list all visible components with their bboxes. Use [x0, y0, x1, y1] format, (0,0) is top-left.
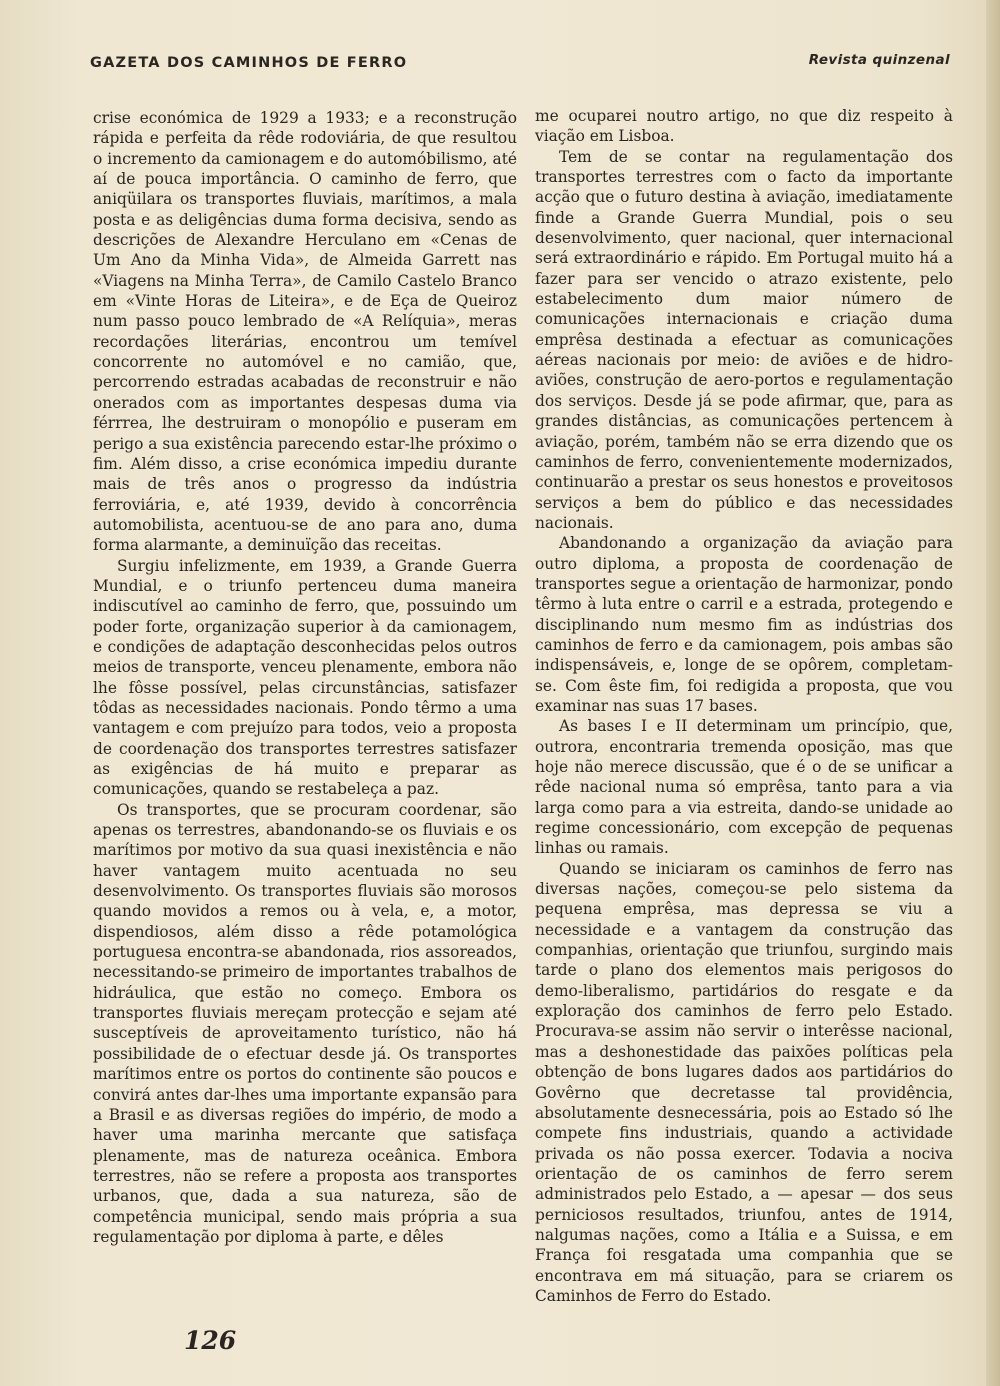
journal-subtitle: Revista quinzenal [808, 52, 950, 68]
page-number: 126 [184, 1326, 237, 1355]
paragraph: Quando se iniciaram os caminhos de ferro nas diversas nações, começou-se pelo sistema da pequena emprêsa, mas depressa se viu a necessidade e a vantagem da construção das companhias, orientação que triunfou, surgindo mais tarde o plano dos elementos mais perigosos do demo-liberalismo, partidários do resgate e da exploração dos caminhos de ferro pelo Estado. Procurava-se assim não servir o interêsse nacional, mas a deshonestidade das paixões políticas pela obtenção de bons lugares dados aos partidários do Govêrno que decretasse tal providência, absolutamente desnecessária, pois ao Estado só lhe compete fins industriais, quando a actividade privada os não possa exercer. Todavia a nociva orientação de os caminhos de ferro serem administrados pelo Estado, a — apesar — dos seus perniciosos resultados, triunfou, antes de 1914, nalgumas nações, como a Itália e a Suissa, e em França foi resgatada uma companhia que se encontrava em má situação, para se criarem os Caminhos de Ferro do Estado. [535, 859, 953, 1305]
journal-title: GAZETA DOS CAMINHOS DE FERRO [90, 55, 408, 71]
paragraph: me ocuparei noutro artigo, no que diz respeito à viação em Lisboa. [535, 107, 953, 146]
page-edge [986, 0, 1000, 1386]
paragraph: crise económica de 1929 a 1933; e a reconstrução rápida e perfeita da rêde rodoviária, de que resultou o incremento da camionagem e do automóbilismo, até aí de pouca importância. O caminho de ferro, que aniqüilara os transportes fluviais, marítimos, a mala posta e as deligências duma forma decisiva, sendo as descrições de Alexandre Herculano em «Cenas de Um Ano da Minha Vida», de Almeida Garrett nas «Viagens na Minha Terra», de Camilo Castelo Branco em «Vinte Horas de Liteira», e de Eça de Queiroz num passo pouco lembrado de «A Relíquia», meras recordações literárias, encontrou um temível concorrente no automóvel e no camião, que, percorrendo estradas acabadas de reconstruir e não onerados com as importantes despesas duma via férrrea, lhe destruiram o monopólio e puseram em perigo a sua existência parecendo estar-lhe próximo o fim. Além disso, a crise económica impediu durante mais de três anos o progresso da indústria ferroviária, e, até 1939, devido à concorrência automobilista, acentuou-se de ano para ano, duma forma alarmante, a deminuïção das receitas. [93, 109, 517, 555]
paragraph: Os transportes, que se procuram coordenar, são apenas os terrestres, abandonando-se os fluviais e os marítimos por motivo da sua quasi inexistência e não haver vantagem muito acentuada no seu desenvolvimento. Os transportes fluviais são morosos quando movidos a remos ou à vela, e, a motor, dispendiosos, além disso a rêde potamológica portuguesa encontra-se abandonada, rios assoreados, necessitando-se primeiro de importantes trabalhos de hidráulica, que estão no começo. Embora os transportes fluviais mereçam protecção e sejam até susceptíveis de aproveitamento turístico, não há possibilidade de o efectuar desde já. Os transportes marítimos entre os portos do continente são poucos e convirá antes dar-lhes uma importante expansão para a Brasil e as diversas regiões do império, de modo a haver uma marinha mercante que satisfaça plenamente, mas de natureza oceânica. Embora terrestres, não se refere a proposta aos transportes urbanos, que, dada a sua natureza, são de competência municipal, sendo mais própria a sua regulamentação por diploma à parte, e dêles [93, 800, 517, 1246]
paragraph: Surgiu infelizmente, em 1939, a Grande Guerra Mundial, e o triunfo pertenceu duma maneira indiscutível ao caminho de ferro, que, possuindo um poder forte, organização superior à da camionagem, e condições de adaptação desconhecidas pelos outros meios de transporte, venceu plenamente, embora não lhe fôsse possível, pelas circunstâncias, satisfazer tôdas as necessidades nacionais. Pondo têrmo a uma vantagem e com prejuízo para todos, veio a proposta de coordenação dos transportes terrestres satisfazer as exigências de há muito e preparar as comunicações, quando se restabeleça a paz. [93, 556, 517, 799]
left-column [93, 108, 517, 1247]
paragraph: As bases I e II determinam um princípio, que, outrora, encontraria tremenda oposição, mas que hoje não merece discussão, que é o de se unificar a rêde nacional numa só emprêsa, tanto para a via larga como para a via estreita, dando-se unidade ao regime concessionário, com excepção de pequenas linhas ou ramais. [535, 717, 953, 858]
right-column [535, 106, 953, 1306]
paragraph: Tem de se contar na regulamentação dos transportes terrestres com o facto da importante acção que o futuro destina à aviação, imediatamente finde a Grande Guerra Mundial, pois o seu desenvolvimento, quer nacional, quer internacional será extraordinário e rápido. Em Portugal muito há a fazer para ser vencido o atrazo existente, pelo estabelecimento dum maior número de comunicações internacionais e criação duma emprêsa destinada a efectuar as comunicações aéreas nacionais por meio: de aviões e de hidro-aviões, construção de aero-portos e regulamentação dos serviços. Desde já se pode afirmar, que, para as grandes distâncias, as comunicações pertencem à aviação, porém, também não se erra dizendo que os caminhos de ferro, convenientemente modernizados, continuarão a prestar os seus honestos e proveitosos serviços a bem do público e das necessidades nacionais. [535, 147, 953, 532]
running-header [90, 52, 950, 76]
paragraph: Abandonando a organização da aviação para outro diploma, a proposta de coordenação de transportes segue a orientação de harmonizar, pondo têrmo à luta entre o carril e a estrada, protegendo e disciplinando num mesmo fim as indústrias dos caminhos de ferro e da camionagem, pois ambas são indispensáveis, e, longe de se opôrem, completam-se. Com êste fim, foi redigida a proposta, que vou examinar nas suas 17 bases. [535, 534, 953, 715]
